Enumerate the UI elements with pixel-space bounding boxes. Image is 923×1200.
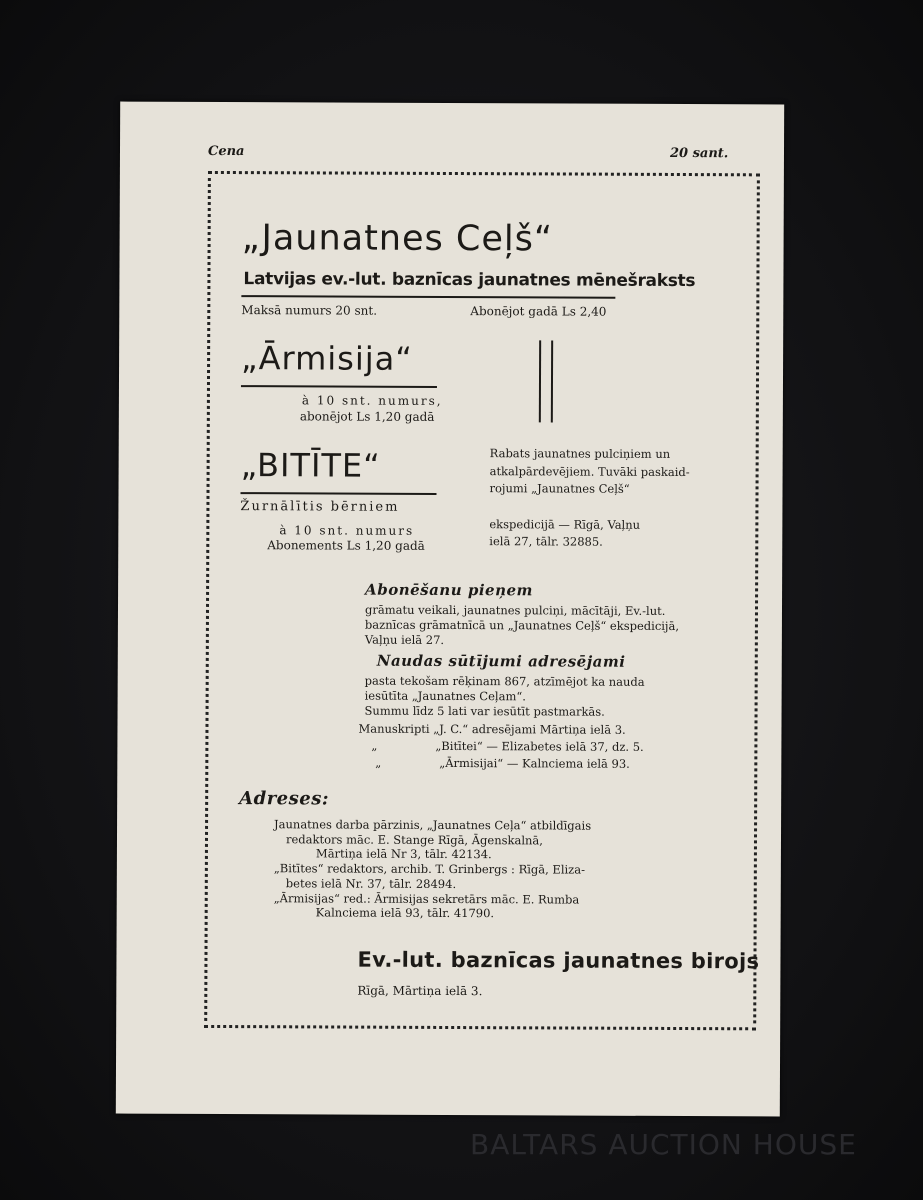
office-name: Ev.-lut. baznīcas jaunatnes birojs xyxy=(357,947,760,974)
money-heading: Naudas sūtījumi adresējami xyxy=(376,651,626,671)
subscriptions-heading: Abonēšanu pieņem xyxy=(365,580,533,600)
ditto-mark: „ xyxy=(375,755,382,770)
journal-rule xyxy=(241,295,615,299)
addresses-text xyxy=(274,817,592,921)
printed-page xyxy=(116,102,784,1117)
manuscripts-line xyxy=(358,738,643,756)
rabats-line: Rabats jaunatnes pulciņiem un xyxy=(489,446,671,461)
manuscripts-line: Manuskripti „J. C.“ adresējami Mārtiņa ielā 3. xyxy=(358,721,626,737)
rabats-line: rojumi „Jaunatnes Ceļš“ xyxy=(489,481,630,496)
journal-title: „Jaunatnes Ceļš“ xyxy=(241,218,554,260)
rabats-text xyxy=(489,445,690,551)
bitite-title: „BITĪTE“ xyxy=(240,446,381,485)
journal-price-year: Abonējot gadā Ls 2,40 xyxy=(470,304,607,319)
armisija-price-issue: à 10 snt. numurs, xyxy=(301,393,443,408)
address-line: „Ārmisijas“ red.: Ārmisijas sekretārs māc. E. Rumba xyxy=(273,890,580,907)
manuscripts-line xyxy=(358,755,643,773)
dotted-border-frame xyxy=(204,171,760,1030)
manuscripts-armisija: „Ārmisijai“ — Kalnciema ielā 93. xyxy=(439,755,630,771)
addresses-heading: Adreses: xyxy=(239,788,330,810)
subscriptions-line: baznīcas grāmatnīcā un „Jaunatnes Ceļš“ ekspedicijā, xyxy=(364,617,680,633)
subscriptions-line: grāmatu veikali, jaunatnes pulciņi, mācītāji, Ev.-lut. xyxy=(364,602,666,618)
price-label: Cena xyxy=(207,143,245,160)
address-line: Kalnciema ielā 93, tālr. 41790. xyxy=(315,905,495,921)
bitite-price-issue: à 10 snt. numurs xyxy=(279,523,415,538)
manuscripts-text xyxy=(358,721,644,773)
rabats-line: ekspedicijā — Rīgā, Vaļņu xyxy=(489,516,641,532)
money-line: pasta tekošam rēķinam 867, atzīmējot ka nauda xyxy=(364,673,645,689)
bitite-rule xyxy=(240,492,436,495)
ditto-mark: „ xyxy=(371,738,378,753)
address-line: betes ielā Nr. 37, tālr. 28494. xyxy=(285,876,457,891)
money-line: iesūtīta „Jaunatnes Ceļam“. xyxy=(364,688,526,704)
rabats-line: ielā 27, tālr. 32885. xyxy=(489,534,603,549)
armisija-title: „Ārmisija“ xyxy=(241,339,413,378)
auction-watermark: BALTARS AUCTION HOUSE xyxy=(470,1128,857,1161)
journal-subtitle: Latvijas ev.-lut. baznīcas jaunatnes mēnešraksts xyxy=(243,269,696,292)
price-value: 20 sant. xyxy=(669,145,729,162)
armisija-rule xyxy=(241,385,437,388)
money-text xyxy=(365,674,645,720)
divider-line-right xyxy=(551,340,553,422)
address-line: Mārtiņa ielā Nr 3, tālr. 42134. xyxy=(315,846,492,862)
divider-line-left xyxy=(539,340,541,422)
address-line: Jaunatnes darba pārzinis, „Jaunatnes Ceļa“ atbildīgais xyxy=(274,817,592,833)
journal-price-single: Maksā numurs 20 snt. xyxy=(241,303,378,318)
money-line: Summu līdz 5 lati var iesūtīt pastmarkās. xyxy=(364,703,605,719)
bitite-subtitle: Žurnālītis bērniem xyxy=(240,499,400,515)
manuscripts-bitite: „Bitītei“ — Elizabetes ielā 37, dz. 5. xyxy=(435,738,644,754)
address-line: „Bitītes“ redaktors, archib. T. Grinbergs : Rīgā, Eliza- xyxy=(273,861,586,877)
armisija-price-year: abonējot Ls 1,20 gadā xyxy=(299,409,435,424)
subscriptions-text xyxy=(365,603,679,649)
office-address: Rīgā, Mārtiņa ielā 3. xyxy=(357,983,483,999)
address-line: redaktors māc. E. Stange Rīgā, Āgenskalnā, xyxy=(285,831,543,848)
subscriptions-line: Vaļņu ielā 27. xyxy=(364,632,445,647)
rabats-line: atkalpārdevējiem. Tuvāki paskaid- xyxy=(489,463,690,479)
bitite-price-year: Abonements Ls 1,20 gadā xyxy=(267,538,425,553)
